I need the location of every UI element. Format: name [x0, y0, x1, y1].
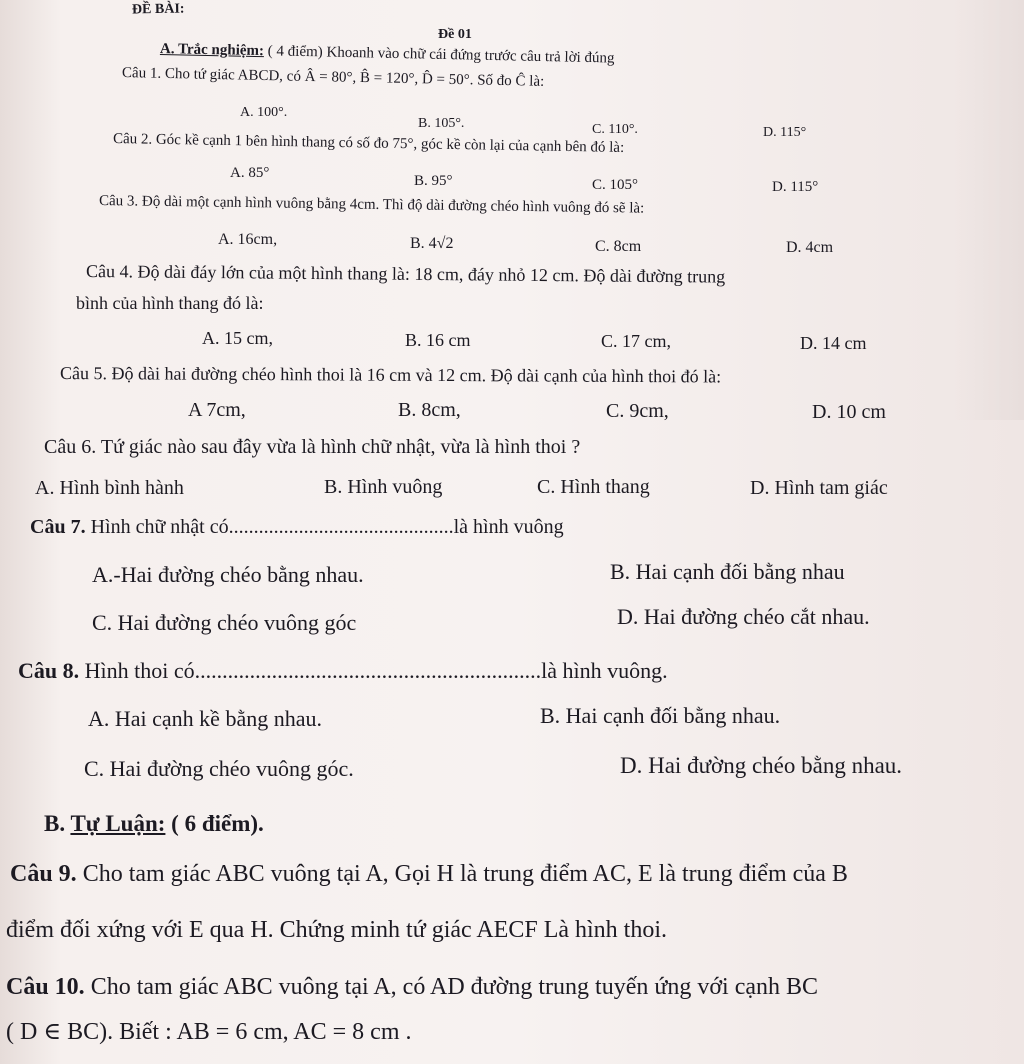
question-2: Câu 2. Góc kề cạnh 1 bên hình thang có số đo 75°, góc kề còn lại của cạnh bên đó là: [112, 131, 625, 156]
exam-code: Đề 01 [438, 27, 472, 42]
q7-text: Hình chữ nhật có.............................................là hình vuông [90, 516, 564, 538]
q1-option-a: A. 100°. [240, 105, 288, 120]
question-5: Câu 5. Độ dài hai đường chéo hình thoi là 16 cm và 12 cm. Độ dài cạnh của hình thoi đó là: [59, 363, 722, 387]
section-a-title: A. Trắc nghiệm: [159, 41, 265, 60]
q3-option-c: C. 8cm [595, 238, 642, 255]
q1-option-d: D. 115° [763, 125, 807, 140]
q1-option-b: B. 105°. [418, 116, 465, 131]
q10-text-1: Cho tam giác ABC vuông tại A, có AD đường trung tuyến ứng với cạnh BC [90, 974, 819, 1000]
q4-option-a: A. 15 cm, [202, 328, 273, 348]
q3-option-b: B. 4√2 [410, 235, 454, 252]
q4-option-d: D. 14 cm [800, 333, 867, 353]
question-9-line-2: điểm đối xứng với E qua H. Chứng minh tứ giác AECF Là hình thoi. [6, 917, 668, 943]
question-1: Câu 1. Cho tứ giác ABCD, có Â = 80°, B̂ = 120°, D̂ = 50°. Số đo Ĉ là: [121, 65, 545, 90]
q5-option-c: C. 9cm, [606, 400, 669, 422]
q8-option-b: B. Hai cạnh đối bằng nhau. [540, 703, 781, 728]
question-3: Câu 3. Độ dài một cạnh hình vuông bằng 4cm. Thì độ dài đường chéo hình vuông đó sẽ là: [98, 193, 645, 217]
q4-option-b: B. 16 cm [405, 330, 471, 350]
q7-label: Câu 7. [30, 516, 86, 538]
question-4-line-2: bình của hình thang đó là: [76, 293, 264, 313]
question-6: Câu 6. Tứ giác nào sau đây vừa là hình chữ nhật, vừa là hình thoi ? [44, 436, 581, 458]
q3-option-d: D. 4cm [786, 239, 834, 256]
q1-option-c: C. 110°. [592, 122, 638, 137]
q2-option-a: A. 85° [230, 165, 270, 181]
section-b-prefix: B. [44, 811, 66, 836]
q6-option-b: B. Hình vuông [324, 476, 443, 498]
question-10-line-1 [6, 975, 818, 999]
q10-label: Câu 10. [6, 974, 85, 1000]
q7-option-c: C. Hai đường chéo vuông góc [92, 610, 357, 635]
paper-shadow [954, 0, 1024, 420]
q8-option-c: C. Hai đường chéo vuông góc. [84, 756, 354, 781]
question-8 [18, 660, 668, 682]
q8-option-a: A. Hai cạnh kề bằng nhau. [88, 706, 322, 731]
q2-option-c: C. 105° [592, 177, 639, 193]
section-b-heading [44, 812, 264, 835]
q6-option-d: D. Hình tam giác [750, 477, 888, 499]
section-b-title: Tự Luận: [70, 811, 166, 836]
q5-option-b: B. 8cm, [398, 399, 461, 421]
q8-text: Hình thoi có...............................................................là hình vuông. [84, 658, 668, 683]
question-10-line-2: ( D ∈ BC). Biết : AB = 6 cm, AC = 8 cm . [6, 1019, 412, 1045]
q7-option-d: D. Hai đường chéo cắt nhau. [617, 604, 870, 629]
q6-option-a: A. Hình bình hành [35, 477, 184, 499]
section-a-desc: ( 4 điểm) Khoanh vào chữ cái đứng trước câu trả lời đúng [267, 43, 615, 67]
question-7 [30, 517, 564, 537]
q9-text-1: Cho tam giác ABC vuông tại A, Gọi H là trung điểm AC, E là trung điểm của B [82, 861, 848, 887]
q3-option-a: A. 16cm, [218, 231, 278, 248]
q4-option-c: C. 17 cm, [601, 331, 671, 351]
q5-option-a: A 7cm, [188, 399, 246, 421]
q8-option-d: D. Hai đường chéo bằng nhau. [620, 753, 903, 778]
q8-label: Câu 8. [18, 658, 80, 683]
q7-option-a: A.-Hai đường chéo bằng nhau. [92, 562, 364, 587]
q6-option-c: C. Hình thang [537, 476, 650, 498]
q2-option-d: D. 115° [772, 179, 819, 195]
q7-option-b: B. Hai cạnh đối bằng nhau [610, 559, 845, 584]
q2-option-b: B. 95° [414, 173, 453, 189]
question-9-line-1 [10, 862, 848, 886]
de-bai-heading: ĐỀ BÀI: [131, 1, 185, 18]
q5-option-d: D. 10 cm [812, 401, 886, 423]
section-b-desc: ( 6 điểm). [171, 811, 264, 836]
q9-label: Câu 9. [10, 861, 77, 887]
question-4-line-1: Câu 4. Độ dài đáy lớn của một hình thang là: 18 cm, đáy nhỏ 12 cm. Độ dài đường trung [85, 261, 726, 287]
